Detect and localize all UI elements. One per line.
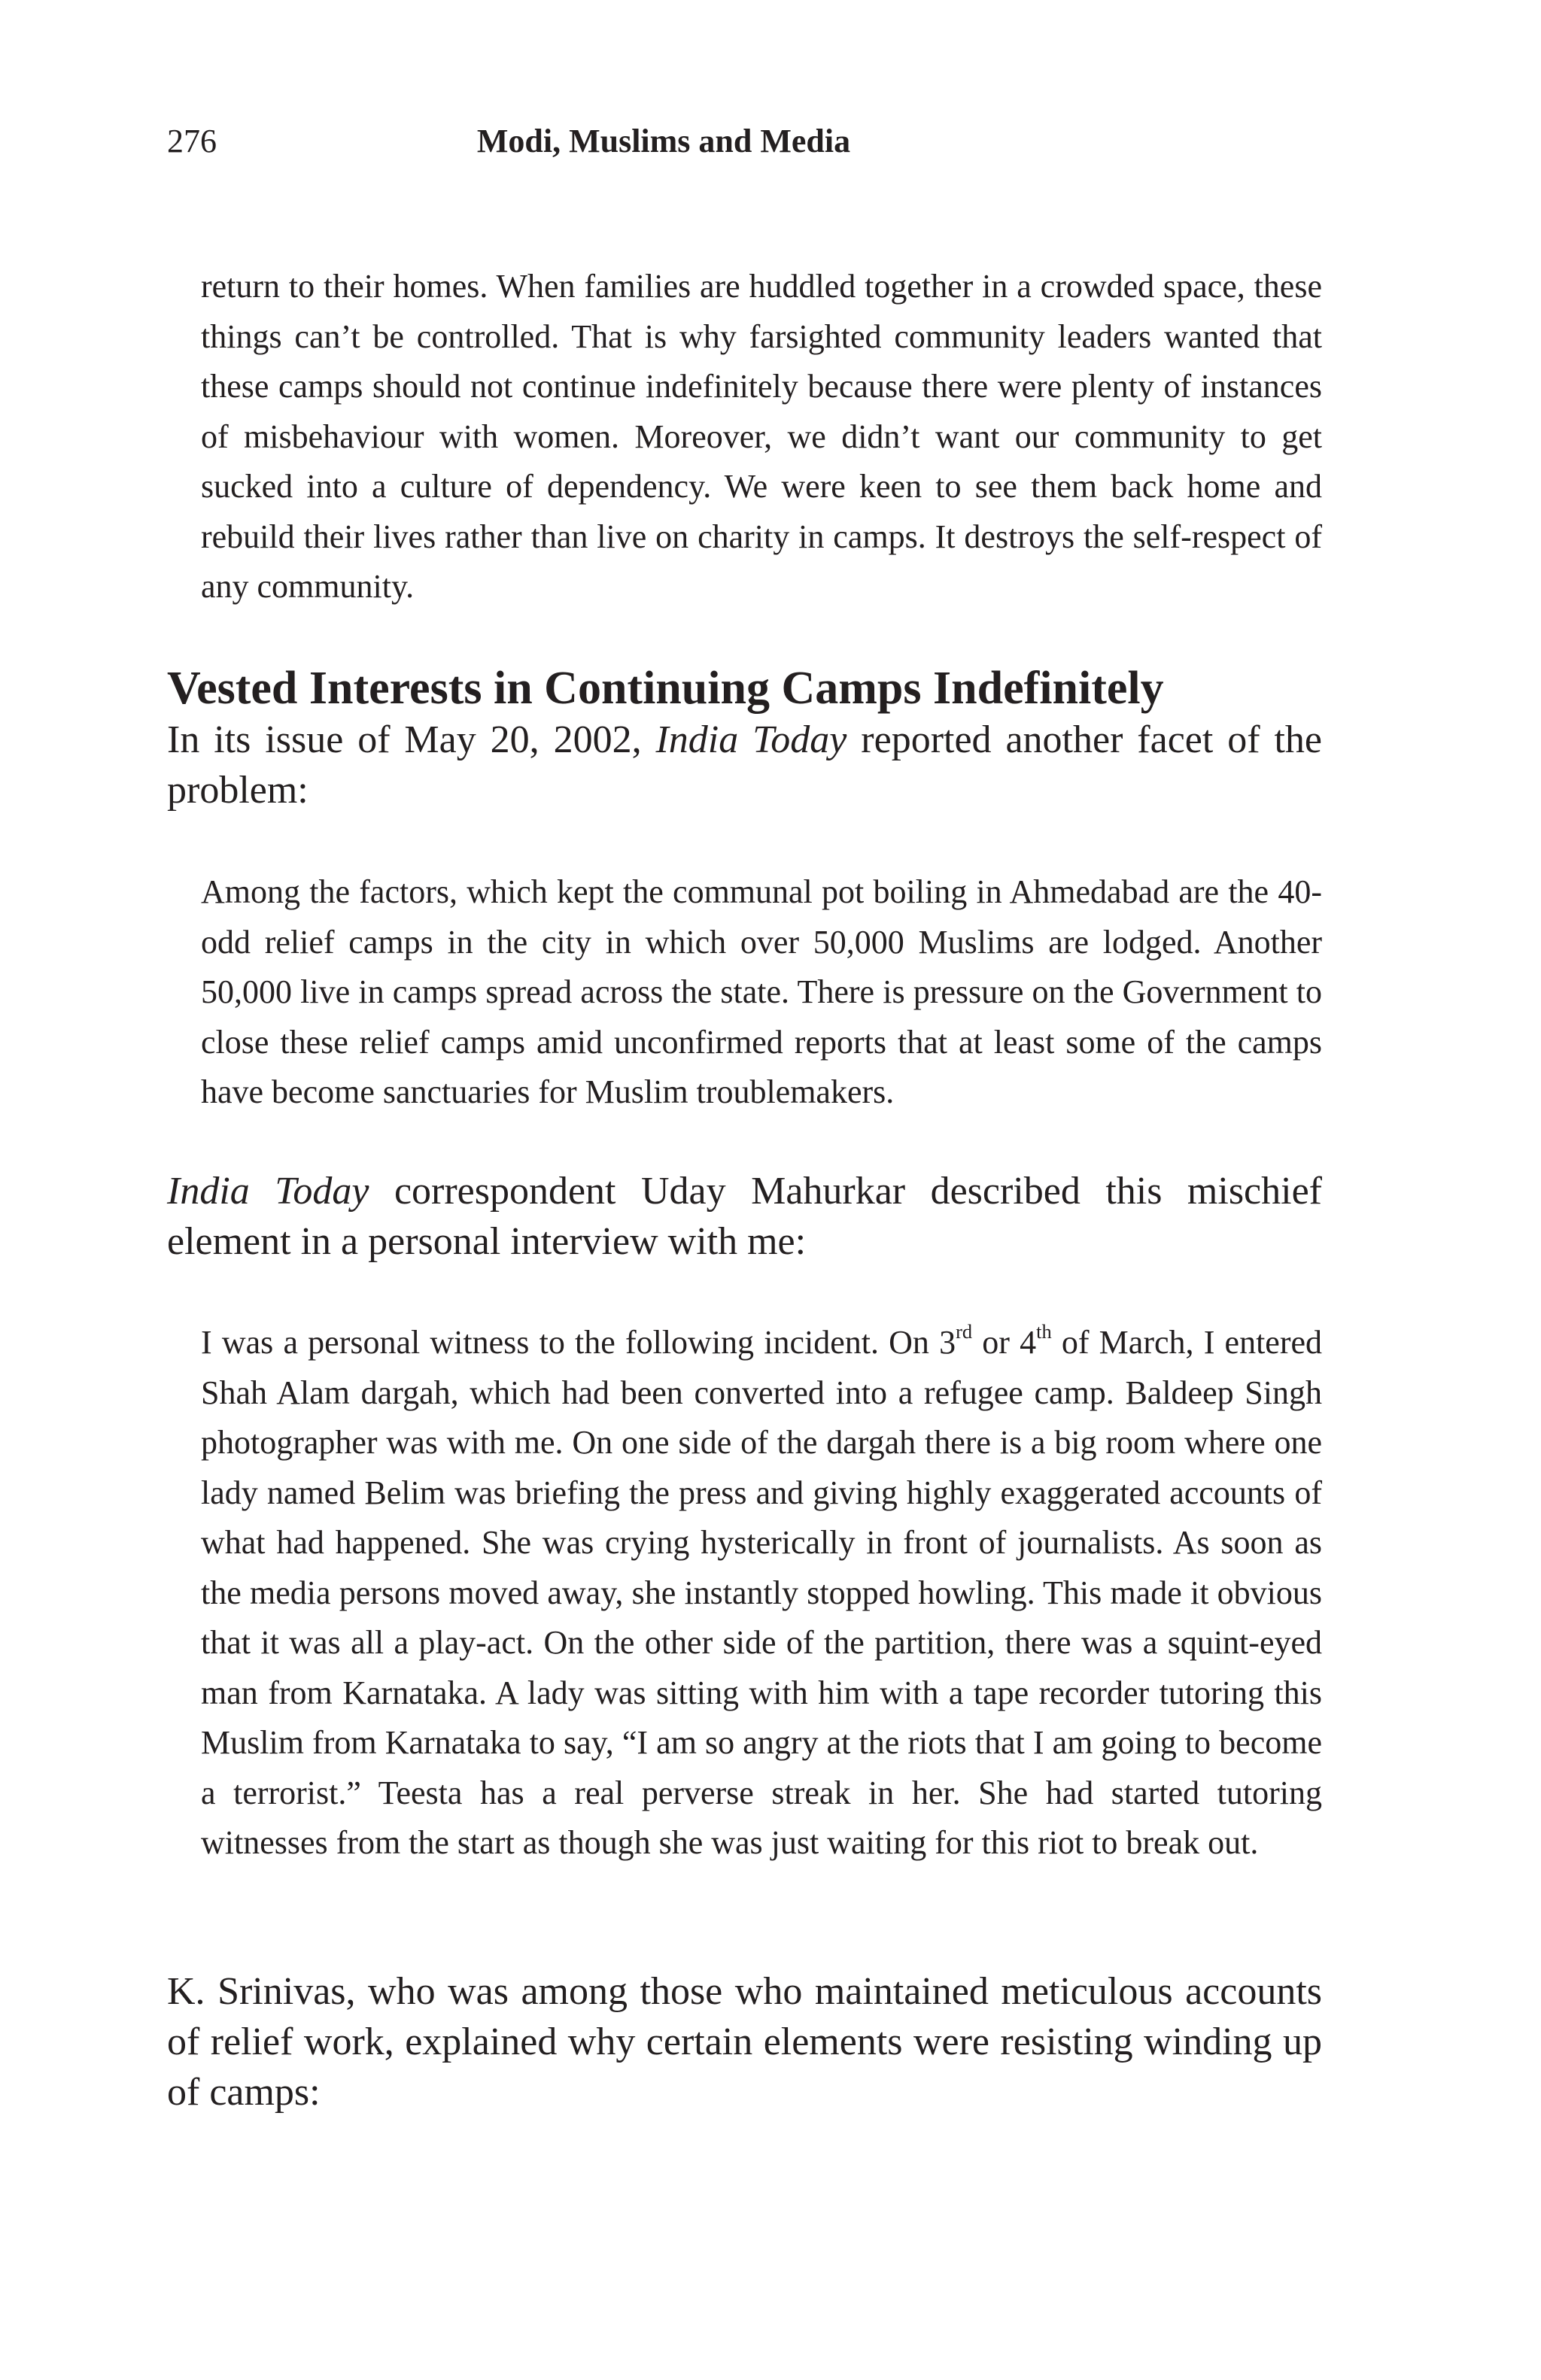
running-title: Modi, Muslims and Media	[476, 123, 851, 159]
paragraph-srinivas	[167, 1966, 1322, 2117]
quote-text: of March, I entered Shah Alam dargah, which had been converted into a refugee camp. Baldeep Singh photographer was with me. On one side of the dargah there is a big room where one lady named Belim was briefing the press and giving highly exaggerated accounts of what had happened. She was crying hysterically in front of journalists. As soon as the media persons moved away, she instantly stopped howling. This made it obvious that it was all a play-act. On the other side of the partition, there was a squint-eyed man from Karnataka. A lady was sitting with him with a tape recorder tutoring this Muslim from Karnataka to say, “I am so angry at the riots that I am going to become a terrorist.” Teesta has a real perverse streak in her. She had started tutoring witnesses from the start as though she was just waiting for this riot to break out.	[201, 1324, 1322, 1861]
quote-text: I was a personal witness to the following incident. On 3	[201, 1324, 956, 1361]
block-quote-india-today	[201, 867, 1322, 1118]
section-heading: Vested Interests in Continuing Camps Indefinitely	[167, 663, 1164, 714]
paragraph-text: correspondent Uday Mahurkar described this mischief element in a personal interview with me:	[167, 1170, 1322, 1263]
ordinal-suffix: th	[1036, 1320, 1052, 1343]
paragraph-india-today-intro	[167, 715, 1322, 815]
paragraph-correspondent	[167, 1166, 1322, 1267]
intro-quote-text: return to their homes. When families are huddled together in a crowded space, these things can’t be controlled. That is why farsighted community leaders wanted that these camps should not continue indefinitely because there were plenty of instances of misbehaviour with women. Moreover, we didn’t want our community to get sucked into a culture of dependency. We were keen to see them back home and rebuild their lives rather than live on charity in camps. It destroys the self-respect of any community.	[201, 268, 1322, 605]
paragraph-text: reported another facet of the problem:	[167, 718, 1322, 812]
intro-quote-continuation	[201, 262, 1322, 612]
ordinal-suffix: rd	[956, 1320, 973, 1343]
paragraph-text: K. Srinivas, who was among those who maintained meticulous accounts of relief work, explained why certain elements were resisting winding up of camps:	[167, 1970, 1322, 2114]
publication-title: India Today	[167, 1170, 369, 1213]
page-number: 276	[167, 123, 217, 159]
quote-text: or 4	[972, 1324, 1037, 1361]
block-quote-mahurkar	[201, 1318, 1322, 1868]
paragraph-text: In its issue of May 20, 2002,	[167, 718, 656, 761]
publication-title: India Today	[655, 718, 847, 761]
page-header	[167, 119, 1341, 164]
quote-text: Among the factors, which kept the communal pot boiling in Ahmedabad are the 40-odd relief camps in the city in which over 50,000 Muslims are lodged. Another 50,000 live in camps spread across the state. There is pressure on the Government to close these relief camps amid unconfirmed reports that at least some of the camps have become sanctuaries for Muslim troublemakers.	[201, 873, 1322, 1110]
